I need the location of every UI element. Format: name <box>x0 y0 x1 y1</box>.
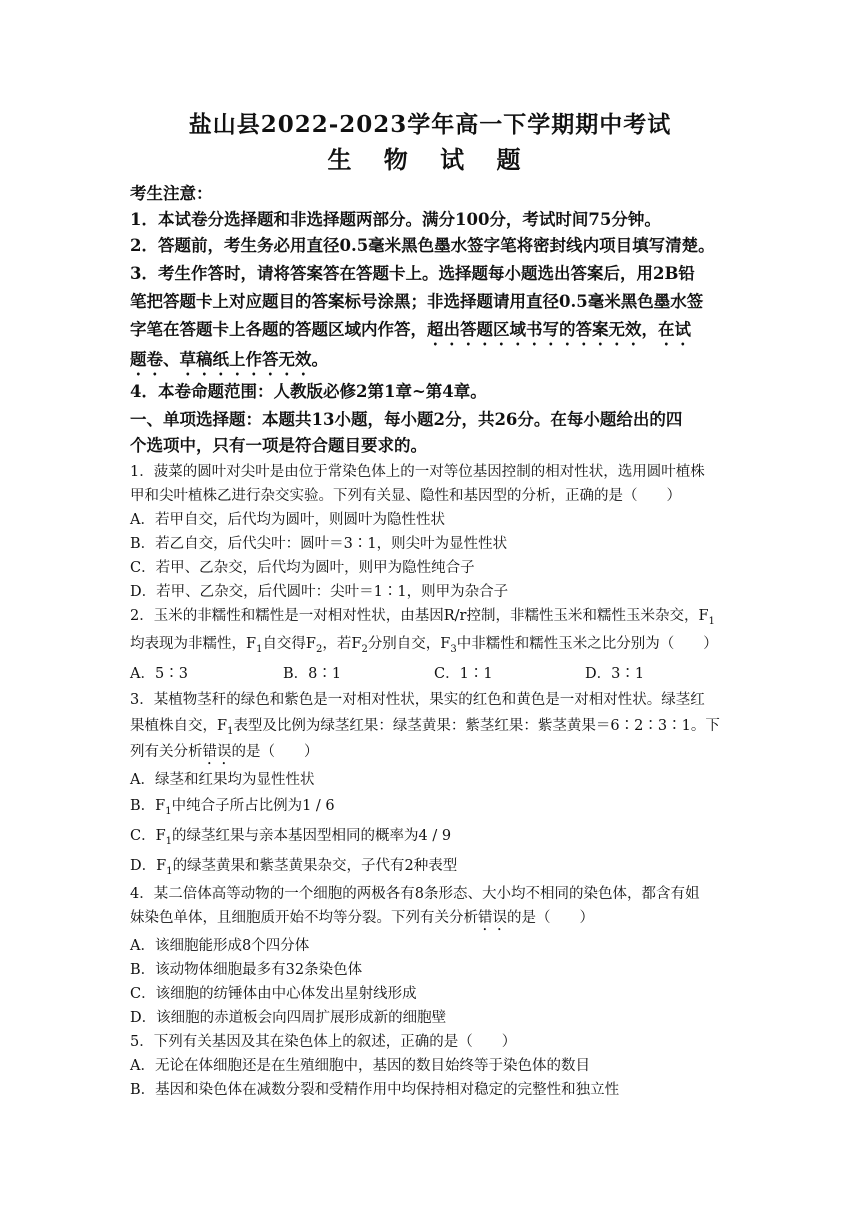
question-3-stem-line-3 <box>130 740 319 768</box>
stem-text: 的是（ ） <box>231 744 319 760</box>
question-4-stem-line-1: 4．某二倍体高等动物的一个细胞的两极各有8条形态、大小均不相同的染色体，都含有姐 <box>130 886 700 902</box>
option-text: 的绿茎黄果和紫茎黄果杂交，子代有2种表型 <box>172 858 458 874</box>
question-1-option-d: D．若甲、乙杂交，后代圆叶：尖叶＝1∶1，则甲为杂合子 <box>130 584 509 600</box>
question-4-option-b: B．该动物体细胞最多有32条染色体 <box>130 962 363 978</box>
subscript: 1 <box>708 615 715 627</box>
question-1-stem-line-1: 1．菠菜的圆叶对尖叶是由位于常染色体上的一对等位基因控制的相对性状，选用圆叶植株 <box>130 464 705 480</box>
exam-subject-title: 生 物 试 题 <box>327 145 533 174</box>
stem-text: 2．玉米的非糯性和糯性是一对相对性状，由基因R/r控制，非糯性玉米和糯性玉米杂交，F <box>130 608 709 624</box>
subscript: 2 <box>361 643 368 655</box>
stem-text: 中非糯性和糯性玉米之比分别为（ ） <box>456 636 718 652</box>
section-1-heading-line-2: 个选项中，只有一项是符合题目要求的。 <box>130 436 427 455</box>
exam-title: 盐山县2022-2023学年高一下学期期中考试 <box>188 111 672 138</box>
notice-text: 。 <box>311 350 328 369</box>
notice-item-4: 4．本卷命题范围：人教版必修2第1章~第4章。 <box>130 382 487 401</box>
question-2-stem-line-2 <box>130 632 718 655</box>
stem-text: 自交得F <box>262 636 316 652</box>
subscript: 1 <box>165 835 173 847</box>
question-5-option-a: A．无论在体细胞还是在生殖细胞中，基因的数目始终等于染色体的数目 <box>130 1058 590 1074</box>
question-2-option-a: A．5∶3 <box>130 666 188 682</box>
notice-text: 字笔在答题卡上各题的答题区域内作答， <box>130 320 427 339</box>
question-3-option-b <box>130 794 335 817</box>
question-4-stem-line-2 <box>130 906 594 934</box>
emphasized-text: 错误 <box>202 744 232 760</box>
notice-heading: 考生注意： <box>130 184 213 203</box>
emphasized-text: 超出答题区域书写的答案无效，在试 <box>427 320 691 339</box>
emphasized-text: 错误 <box>478 910 507 926</box>
stem-text: 的是（ ） <box>507 910 594 926</box>
question-1-option-b: B．若乙自交，后代尖叶：圆叶＝3∶1，则尖叶为显性性状 <box>130 536 508 552</box>
notice-item-3-line-4 <box>130 346 328 379</box>
question-4-option-a: A．该细胞能形成8个四分体 <box>130 938 310 954</box>
question-2-stem-line-1 <box>130 604 715 627</box>
notice-item-2: 2．答题前，考生务必用直径0.5毫米黑色墨水签字笔将密封线内项目填写清楚。 <box>130 236 715 255</box>
question-2-option-c: C．1∶1 <box>434 666 493 682</box>
stem-text: ，若F <box>322 636 362 652</box>
option-text: C．F <box>130 828 166 844</box>
question-2-option-b: B．8∶1 <box>283 666 342 682</box>
option-text: D．F <box>130 858 167 874</box>
subscript: 1 <box>227 725 234 737</box>
option-text: 中纯合子所占比例为1 / 6 <box>171 798 335 814</box>
question-4-option-d: D．该细胞的赤道板会向四周扩展形成新的细胞壁 <box>130 1010 447 1026</box>
section-1-heading-line-1: 一、单项选择题：本题共13小题，每小题2分，共26分。在每小题给出的四 <box>130 410 683 429</box>
subscript: 2 <box>316 643 323 655</box>
question-5-option-b: B．基因和染色体在减数分裂和受精作用中均保持相对稳定的完整性和独立性 <box>130 1082 620 1098</box>
question-1-stem-line-2: 甲和尖叶植株乙进行杂交实验。下列有关显、隐性和基因型的分析，正确的是（ ） <box>130 488 681 504</box>
question-3-option-a: A．绿茎和红果均为显性性状 <box>130 772 315 788</box>
question-3-stem-line-2 <box>130 714 720 737</box>
question-4-option-c: C．该细胞的纺锤体由中心体发出星射线形成 <box>130 986 417 1002</box>
emphasized-text: 题卷、草稿纸上作答无效 <box>130 350 312 369</box>
stem-text: 列有关分析 <box>130 744 203 760</box>
stem-text: 果植株自交，F <box>130 718 228 734</box>
question-1-option-c: C．若甲、乙杂交，后代均为圆叶，则甲为隐性纯合子 <box>130 560 475 576</box>
question-1-option-a: A．若甲自交，后代均为圆叶，则圆叶为隐性性状 <box>130 512 445 528</box>
stem-text: 表型及比例为绿茎红果：绿茎黄果：紫茎红果：紫茎黄果＝6∶2∶3∶1。下 <box>233 718 720 734</box>
question-5-stem: 5．下列有关基因及其在染色体上的叙述，正确的是（ ） <box>130 1034 517 1050</box>
stem-text: 妹染色单体，且细胞质开始不均等分裂。下列有关分析 <box>130 910 478 926</box>
subscript: 1 <box>256 643 263 655</box>
notice-item-1: 1．本试卷分选择题和非选择题两部分。满分100分，考试时间75分钟。 <box>130 210 661 229</box>
stem-text: 均表现为非糯性，F <box>130 636 257 652</box>
notice-item-3-line-1: 3．考生作答时，请将答案答在答题卡上。选择题每小题选出答案后，用2B铅 <box>130 264 695 283</box>
option-text: B．F <box>130 798 166 814</box>
question-3-stem-line-1: 3．某植物茎秆的绿色和紫色是一对相对性状，果实的红色和黄色是一对相对性状。绿茎红 <box>130 692 705 708</box>
question-2-option-d: D．3∶1 <box>585 666 645 682</box>
notice-item-3-line-2: 笔把答题卡上对应题目的答案标号涂黑；非选择题请用直径0.5毫米黑色墨水签 <box>130 292 704 311</box>
subscript: 1 <box>165 805 172 817</box>
subscript: 1 <box>166 865 173 877</box>
question-3-option-d <box>130 854 457 877</box>
option-text: 的绿茎红果与亲本基因型相同的概率为4 / 9 <box>172 828 452 844</box>
stem-text: 分别自交，F <box>367 636 451 652</box>
subscript: 3 <box>450 643 457 655</box>
notice-item-3-line-3 <box>130 316 691 349</box>
question-3-option-c <box>130 824 451 847</box>
